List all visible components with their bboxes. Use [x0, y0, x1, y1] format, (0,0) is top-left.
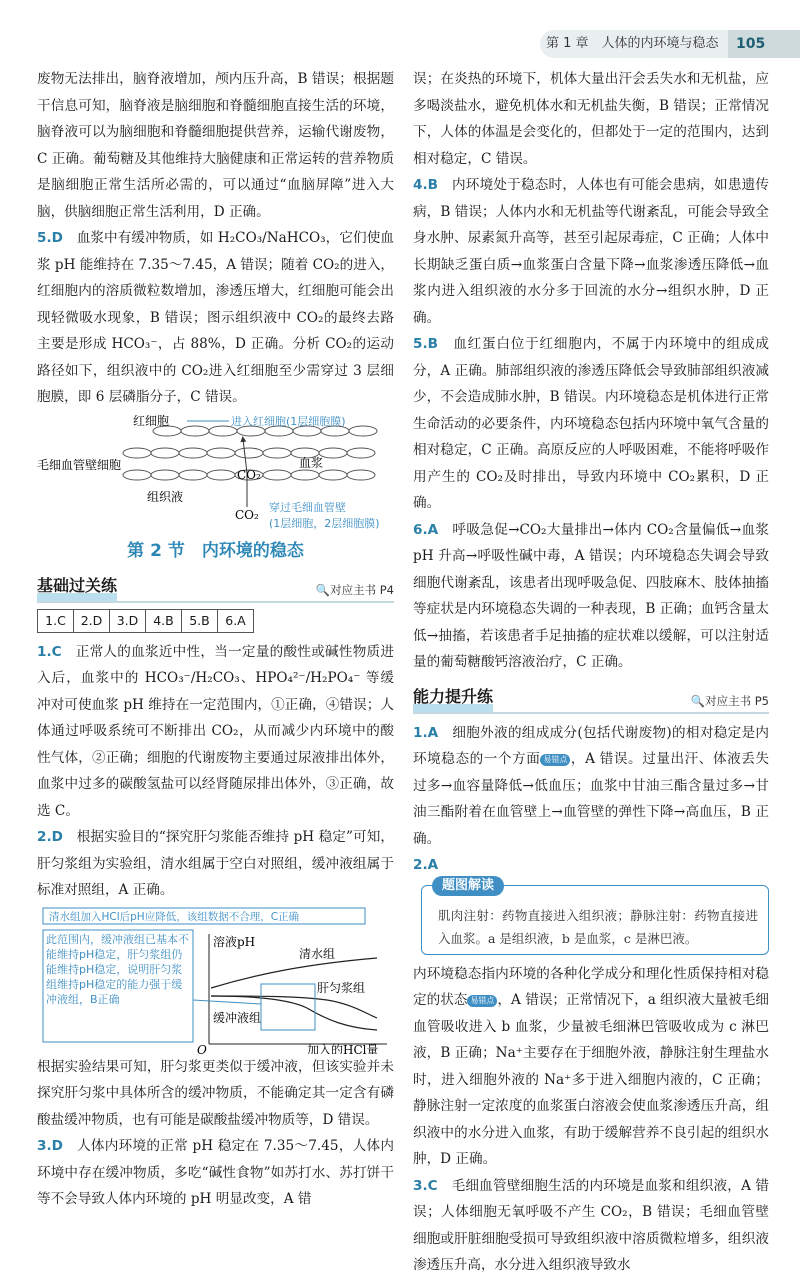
co2-path-diagram — [37, 411, 394, 531]
ability-answer-3 — [413, 1173, 769, 1279]
answer-text: 呼吸急促→CO₂大量排出→体内 CO₂含量偏低→血浆 pH 升高→呼吸性碱中毒，A 错误；内环境稳态失调会导致细胞代谢紊乱，该患者出现呼吸急促、四肢麻木、肢体抽搐等症状是内环境稳态失调的一种表现，B 正确；血钙含量太低→抽搐，若该患者手足抽搐的症状难以缓解，可以注射适量的葡萄糖酸钙溶液治疗，C 正确。 — [413, 521, 770, 670]
answer-text: 人体内环境的正常 pH 稳定在 7.35～7.45，人体内环境中存在缓冲物质，多吃“碱性食物”如苏打水、苏打饼干等不会导致人体内环境的 pH 明显改变，A 错 — [37, 1138, 394, 1207]
label-plasma: 血浆 — [299, 455, 324, 470]
answer-text: 正常人的血浆近中性，当一定量的酸性或碱性物质进入后，血浆中的 HCO₃⁻/H₂CO₃、HPO₄²⁻/H₂PO₄⁻ 等缓冲对可使血浆 pH 维持在一定范围内，①正确，④错误；人体通过呼吸系统可不断排出 CO₂，从而减少内环境中的酸性气体，②正确；细胞的代谢废物主要通过尿液排出体外，血浆中过多的碳酸氢盐可以经肾随尿排出体外，③正确，故选 C。 — [37, 643, 395, 819]
figure-interpretation-text: 肌肉注射：药物直接进入组织液；静脉注射：药物直接进入血浆。a 是组织液，b 是血浆，c 是淋巴液。 — [438, 907, 758, 946]
basic-practice-ref — [316, 577, 394, 604]
search-icon: 🔍 — [315, 582, 331, 597]
right-column — [413, 66, 769, 1279]
series-buffer-label: 缓冲液组 — [213, 1010, 262, 1025]
ability-answer-1 — [413, 720, 769, 853]
answer-cell: 2.D — [74, 609, 110, 632]
answer-2-explanation — [37, 824, 394, 904]
label-capillary-wall: 毛细血管壁细胞 — [37, 457, 122, 472]
note-wall-1: 穿过毛细血管壁 — [269, 500, 346, 514]
answer-number: 1.C — [37, 643, 62, 660]
basic-practice-title: 基础过关练 — [37, 573, 117, 600]
chart-origin: O — [197, 1042, 207, 1054]
label-co2-tissue: CO₂ — [235, 507, 259, 522]
answer-cell: 6.A — [218, 609, 254, 632]
search-icon: 🔍 — [690, 693, 706, 708]
answer-number: 5.D — [37, 230, 63, 246]
answer-cell: 3.D — [110, 609, 146, 632]
answer-text: 内环境处于稳态时，人体也有可能会患病，如患遗传病，B 错误；人体内水和无机盐等代谢紊乱，可能会导致全身水肿、尿素氮升高等，甚至引起尿毒症，C 正确；人体中长期缺乏蛋白质→血浆蛋白含量下降→血浆渗透压降低→血浆内进入组织液的水分多于回流的水分→组织水肿，D 正确。 — [413, 177, 770, 326]
page-header — [0, 0, 800, 52]
error-point-tag: 易错点 — [540, 754, 570, 766]
co2-path-svg — [37, 411, 394, 531]
answer-2-continued: 根据实验结果可知，肝匀浆更类似于缓冲液，但该实验并未探究肝匀浆中具体所含的缓冲物质，不能确定其一定含有磷酸盐缓冲物质，也有可能是碳酸盐缓冲物质等，D 错误。 — [37, 1058, 394, 1128]
ability-answer-2 — [413, 961, 769, 1173]
error-point-tag: 易错点 — [467, 995, 497, 1007]
figure-interpretation-box — [421, 877, 769, 955]
answer-5b-explanation — [413, 331, 769, 517]
note-rbc: 进入红细胞(1层细胞膜) — [231, 414, 346, 428]
answer-6-explanation — [413, 517, 769, 676]
ph-chart — [37, 904, 394, 1054]
answer-number: 2.D — [37, 829, 63, 845]
chart-ylabel: 溶液pH — [213, 934, 256, 949]
chapter-header — [540, 30, 728, 58]
answer-number: 2.A — [413, 857, 439, 873]
answer-cell: 4.B — [146, 609, 182, 632]
note-wall-2: (1层细胞，2层细胞膜) — [269, 516, 380, 530]
label-tissue-fluid: 组织液 — [147, 489, 184, 504]
left-column — [37, 66, 394, 1213]
answer-cell: 5.B — [182, 609, 218, 632]
ref-text: 对应主书 P5 — [705, 693, 769, 708]
ability-practice-title: 能力提升练 — [413, 684, 493, 711]
series-water-label: 清水组 — [299, 946, 336, 961]
ph-chart-svg — [37, 904, 394, 1054]
section-title: 第 2 节 内环境的稳态 — [127, 540, 304, 561]
page-number: 105 — [728, 30, 800, 58]
figure-interpretation-title: 题图解读 — [432, 876, 504, 896]
answer-row — [38, 609, 254, 632]
answer-number: 5.B — [413, 336, 438, 352]
answer-text: 根据实验目的“探究肝匀浆能否维持 pH 稳定”可知，肝匀浆组为实验组，清水组属于空白对照组，缓冲液组属于标准对照组，A 正确。 — [37, 829, 394, 898]
ability-answer-2-number — [413, 852, 769, 879]
answer-text: 内环境稳态指内环境的各种化学成分和理化性质保持相对稳定的状态 — [413, 965, 769, 1008]
series-liver-label: 肝匀浆组 — [317, 980, 366, 995]
right-paragraph-continued: 误；在炎热的环境下，机体大量出汗会丢失水和无机盐，应多喝淡盐水，避免机体水和无机盐失衡，B 错误；正常情况下，人体的体温是会变化的，但都处于一定的范围内，达到相对稳定，C 错误。 — [413, 71, 769, 167]
ref-text: 对应主书 P4 — [330, 582, 394, 597]
chart-note-top: 清水组加入HCl后pH应降低，该组数据不合理，C正确 — [49, 910, 300, 923]
answer-number: 4.B — [413, 177, 438, 193]
left-paragraph-continued: 废物无法排出，脑脊液增加，颅内压升高，B 错误；根据题干信息可知，脑脊液是脑细胞和脊髓细胞直接生活的环境，脑脊液可以为脑细胞和脊髓细胞提供营养，运输代谢废物，C 正确。葡萄糖及其他维持大脑健康和正常运转的营养物质是脑细胞正常生活所必需的，可以通过“血脑屏障”进入大脑，供脑细胞正常生活利用，D 正确。 — [37, 71, 394, 220]
answer-text: 血红蛋白位于红细胞内，不属于内环境中的组成成分，A 正确。肺部组织液的渗透压降低会导致肺部组织液减少，不会造成肺水肿，B 错误。内环境稳态是机体进行正常生命活动的必要条件，内环境稳态包括内环境中氧气含量的相对稳定，C 正确。高原反应的人呼吸困难，不能将呼吸作用产生的 CO₂及时排出，导致内环境中 CO₂累积，D 正确。 — [413, 336, 770, 511]
answer-3-explanation — [37, 1133, 394, 1213]
ability-practice-header — [413, 682, 769, 714]
answer-cell: 1.C — [38, 609, 74, 632]
label-co2: CO₂ — [237, 467, 261, 482]
answer-1-explanation — [37, 639, 394, 825]
basic-practice-header — [37, 571, 394, 603]
label-rbc: 红细胞 — [133, 413, 170, 428]
answer-text: 血浆中有缓冲物质，如 H₂CO₃/NaHCO₃，它们使血浆 pH 能维持在 7.35～7.45，A 错误；随着 CO₂的进入，红细胞内的溶质微粒数增加，渗透压增大，红细胞可能会出现轻微吸水现象，B 错误；图示组织液中 CO₂的最终去路主要是形成 HCO₃⁻，占 88%，D 正确。分析 CO₂的运动路径如下，组织液中的 CO₂进入红细胞至少需穿过 3 层细胞膜，即 6 层磷脂分子，C 错误。 — [37, 230, 395, 405]
answer-number: 3.D — [37, 1138, 63, 1154]
chart-note-left: 此范围内，缓冲液组已基本不能维持pH稳定，肝匀浆组仍能维持pH稳定，说明肝匀浆组维持pH稳定的能力强于缓冲液组，B正确 — [46, 932, 189, 1006]
answer-text: ，A 错误；正常情况下，a 组织液大量被毛细血管吸收进入 b 血浆，少量被毛细淋巴管吸收成为 c 淋巴液，B 正确；Na⁺主要存在于细胞外液，静脉注射生理盐水时，进入细胞外液的 Na⁺多于进入细胞内液的，C 正确；静脉注射一定浓度的血浆蛋白溶液会使血浆渗透压升高，组织液中的水分进入血浆，有助于缓解营养不良引起的组织水肿，D 正确。 — [413, 992, 769, 1167]
answer-text: ，A 错误。过量出汗、体液丢失过多→血容量降低→低血压；血浆中甘油三酯含量过多→甘油三酯附着在血管壁上→血管壁的弹性下降→高血压，B 正确。 — [413, 751, 770, 847]
answer-5-explanation — [37, 225, 394, 411]
answer-text: 毛细血管壁细胞生活的内环境是血浆和组织液，A 错误；人体细胞无氧呼吸不产生 CO₂，B 错误；毛细血管壁细胞或肝脏细胞受损可导致组织液中溶质微粒增多，组织液渗透压升高，水分进入组织液导致水 — [413, 1177, 770, 1273]
chart-xlabel: 加入的HCl量 — [307, 1042, 379, 1054]
ability-practice-ref — [691, 688, 769, 715]
answer-4-explanation — [413, 172, 769, 331]
answer-table — [37, 609, 254, 633]
chapter-title: 第 1 章 人体的内环境与稳态 — [546, 36, 719, 51]
answer-number: 6.A — [413, 521, 439, 538]
answer-number: 3.C — [413, 1177, 438, 1194]
answer-text: 细胞外液的组成成分(包括代谢废物)的相对稳定是内环境稳态的一个方面 — [413, 724, 769, 767]
answer-number: 1.A — [413, 724, 439, 741]
